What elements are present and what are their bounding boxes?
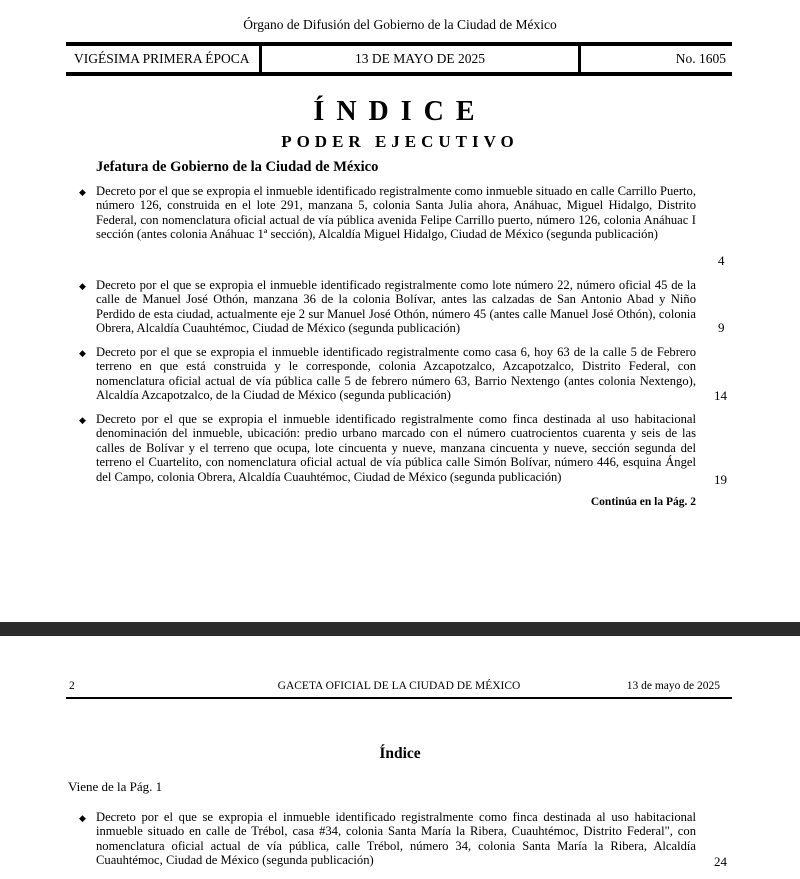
index-entry xyxy=(79,278,696,336)
entry-page-number: 9 xyxy=(718,320,725,335)
index-entry xyxy=(79,184,696,242)
bullet-diamond-icon: ◆ xyxy=(79,348,86,358)
index-entry xyxy=(79,345,696,403)
issue-date: 13 DE MAYO DE 2025 xyxy=(354,51,485,66)
bullet-diamond-icon: ◆ xyxy=(79,813,86,823)
entry-page-number: 24 xyxy=(714,854,727,869)
entry-page-number: 19 xyxy=(714,472,727,487)
epoch-label: VIGÉSIMA PRIMERA ÉPOCA xyxy=(74,51,250,66)
continues-note: Continúa en la Pág. 2 xyxy=(590,496,696,508)
organ-title: Órgano de Difusión del Gobierno de la Ciudad de México xyxy=(243,17,557,32)
entry-text: Decreto por el que se expropia el inmueble identificado registralmente como inmueble situado en calle Carrillo Puerto, número 126, construida en el lote 291, manzana 5, colonia Santa Julia ahora, Anáhuac, Miguel Hidalgo, Distrito Federal, con nomenclatura oficial actual de vía pública avenida Felipe Carrillo puerto, número 126, colonia Anáhuac I sección (antes colonia Anáhuac 1ª sección), Alcaldía Miguel Hidalgo, Ciudad de México (segunda publicación) xyxy=(96,184,696,242)
gazette-name: GACETA OFICIAL DE LA CIUDAD DE MÉXICO xyxy=(277,680,521,692)
entry-page-number: 14 xyxy=(714,388,727,403)
entry-text: Decreto por el que se expropia el inmueble identificado registralmente como casa 6, hoy 63 de la calle 5 de Febrero terreno en que está construida y le corresponde, colonia Azcapotzalco, Azcapotzalco, Distrito Federal, con nomenclatura oficial actual de vía pública calle 5 de febrero número 63, Barrio Nextengo (antes colonia Nextengo), Alcaldía Azcapotzalco, de la Ciudad de México (segunda publicación) xyxy=(96,345,696,403)
index-entry xyxy=(79,810,696,868)
index-entry xyxy=(79,412,696,484)
branch-title: PODER EJECUTIVO xyxy=(281,132,519,151)
section-heading: Jefatura de Gobierno de la Ciudad de México xyxy=(96,159,379,175)
running-header xyxy=(66,680,732,699)
bullet-diamond-icon: ◆ xyxy=(79,187,86,197)
page-number: 2 xyxy=(69,680,75,692)
index-title: Índice xyxy=(379,745,421,762)
issue-header xyxy=(66,42,732,76)
bullet-diamond-icon: ◆ xyxy=(79,281,86,291)
bullet-diamond-icon: ◆ xyxy=(79,415,86,425)
entry-text: Decreto por el que se expropia el inmueble identificado registralmente como lote número 22, número oficial 45 de la calle de Manuel José Othón, manzana 36 de la colonia Bolívar, antes las calzadas de San Antonio Abad y Niño Perdido de esta ciudad, actualmente eje 2 sur Manuel José Othón, número 45 (antes calle Manuel José Othón), colonia Obrera, Alcaldía Cuauhtémoc, Ciudad de México (segunda publicación) xyxy=(96,278,696,336)
header-date: 13 de mayo de 2025 xyxy=(626,680,720,692)
header-divider xyxy=(578,46,581,72)
issue-number: No. 1605 xyxy=(675,51,726,66)
page-separator xyxy=(0,622,800,636)
index-title: ÍNDICE xyxy=(313,96,487,127)
entry-text: Decreto por el que se expropia el inmueble identificado registralmente como finca destinada al uso habitacional denominación del inmueble, ubicación: predio urbano marcado con el número cuatrocientos cuarenta y seis de las calles de Bolívar y el terreno que ocupa, lote cincuenta y nueve, manzana cincuenta y nueve, sección segunda del terreno el Cuartelito, con nomenclatura oficial actual de vía pública calle Simón Bolívar, número 446, esquina Ángel del Campo, colonia Obrera, Alcaldía Cuauhtémoc, Ciudad de México (segunda publicación) xyxy=(96,412,696,484)
gazette-page-2 xyxy=(0,636,800,879)
entry-text: Decreto por el que se expropia el inmueble identificado registralmente como finca destinada al uso habitacional inmueble situado en calle de Trébol, casa #34, colonia Santa María la Ribera, Cuauhtémoc, Distrito Federal", con nomenclatura oficial actual de vía pública, calle Trébol, número 34, colonia Santa María la Ribera, Alcaldía Cuauhtémoc, Ciudad de México (segunda publicación) xyxy=(96,810,696,868)
entry-page-number: 4 xyxy=(718,253,725,268)
comes-from-note: Viene de la Pág. 1 xyxy=(68,779,163,794)
